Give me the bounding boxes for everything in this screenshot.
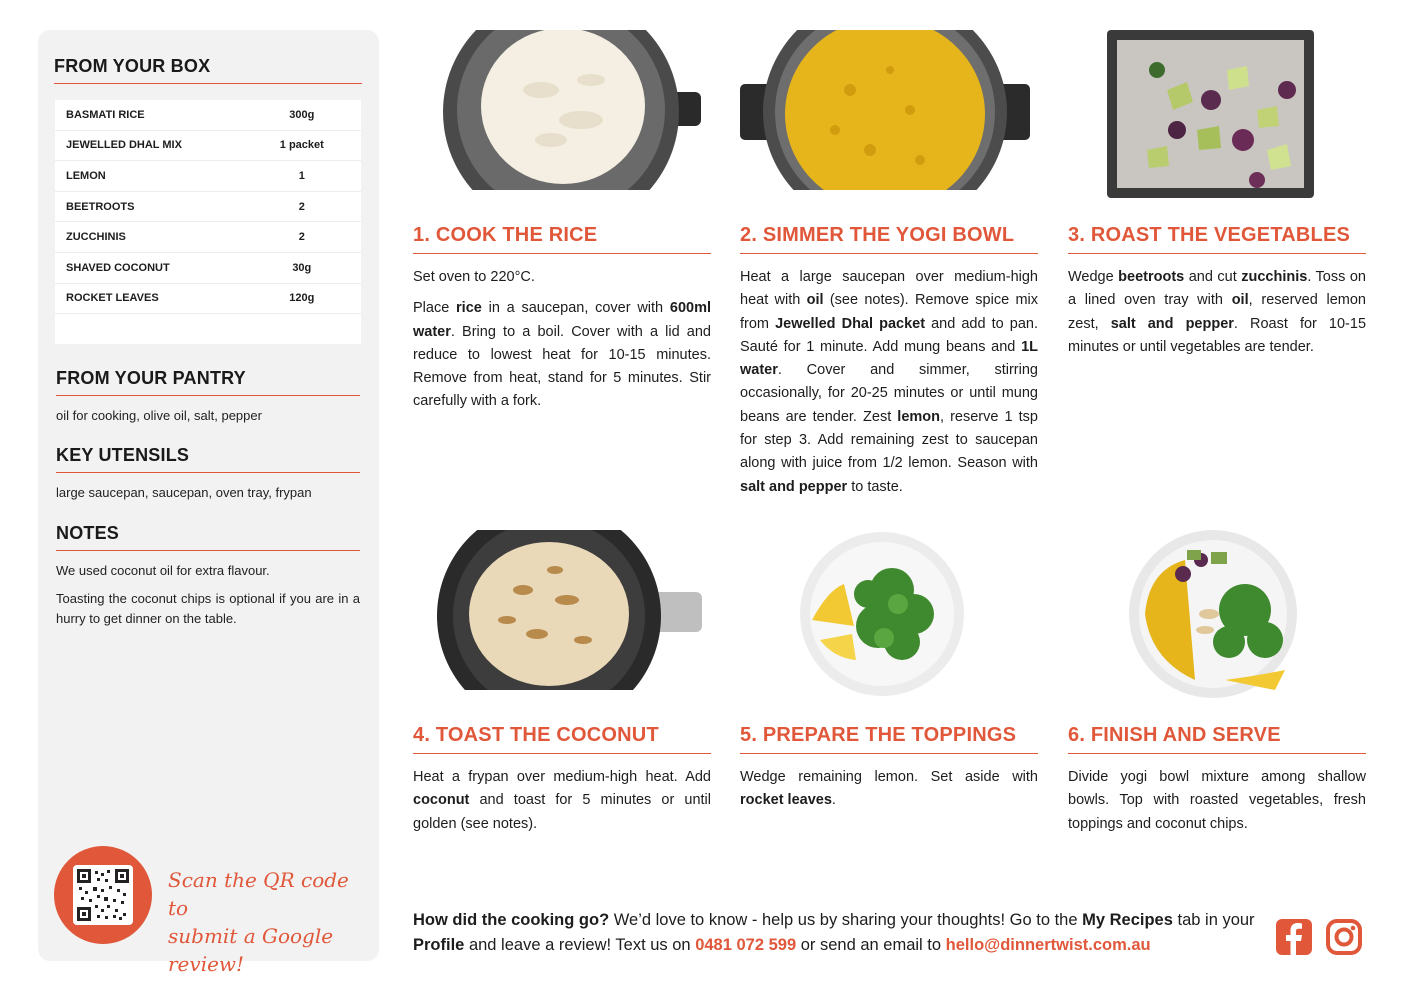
ingredient-name: BASMATI RICE	[66, 108, 145, 121]
roast-vegetables-image	[1107, 30, 1314, 198]
from-your-pantry-title: FROM YOUR PANTRY	[56, 368, 360, 396]
prepare-toppings-image	[798, 530, 965, 698]
utensils-text: large saucepan, saucepan, oven tray, frypan	[56, 485, 312, 500]
instagram-icon[interactable]	[1325, 918, 1363, 956]
ingredient-row	[55, 100, 361, 131]
step-5-title: 5. PREPARE THE TOPPINGS	[740, 724, 1038, 754]
step-paragraph: Wedge remaining lemon. Set aside with rocket leaves.	[740, 769, 1038, 809]
ingredient-row	[55, 253, 361, 284]
qr-badge	[54, 846, 152, 944]
ingredient-row	[55, 284, 361, 315]
ingredient-name: BEETROOTS	[66, 200, 135, 213]
step-6-title: 6. FINISH AND SERVE	[1068, 724, 1366, 754]
from-your-pantry-section	[56, 368, 360, 426]
review-footer-text: How did the cooking go? We’d love to know - help us by sharing your thoughts! Go to the My Recipes tab in your Profile and leave a review! Text us on 0481 072 599 or send an email to hello@dinnertwist.com.au	[413, 911, 1255, 954]
key-utensils-title: KEY UTENSILS	[56, 445, 360, 473]
ingredient-qty: 2	[298, 231, 305, 244]
step-2	[740, 224, 1038, 499]
qr-review-text	[168, 866, 368, 978]
cook-rice-image	[441, 30, 701, 198]
step-5-body	[740, 766, 1038, 813]
ingredient-qty: 30g	[292, 261, 312, 274]
qr-code[interactable]	[73, 865, 133, 925]
qr-code-icon	[77, 869, 129, 921]
step-6-body	[1068, 766, 1366, 836]
ingredient-qty: 1 packet	[279, 139, 324, 152]
step-paragraph: Set oven to 220°C.	[413, 269, 535, 285]
step-paragraph: Place rice in a saucepan, cover with 600ml water. Bring to a boil. Cover with a lid and reduce to lowest heat for 10-15 minutes. Remove from heat, stand for 5 minutes. Stir carefully with a fork.	[413, 300, 711, 410]
ingredient-name: ROCKET LEAVES	[66, 292, 159, 305]
ingredients-table	[55, 100, 361, 344]
note-2: Toasting the coconut chips is optional if you are in a hurry to get dinner on the table.	[56, 591, 360, 626]
step-3-title: 3. ROAST THE VEGETABLES	[1068, 224, 1366, 254]
qr-text-line-1: Scan the QR code to	[168, 868, 349, 920]
ingredient-row	[55, 222, 361, 253]
step-6	[1068, 724, 1366, 836]
facebook-icon[interactable]	[1275, 918, 1313, 956]
from-your-box-title: FROM YOUR BOX	[54, 56, 362, 84]
step-paragraph: Wedge beetroots and cut zucchinis. Toss on a lined oven tray with oil, reserved lemon zest, salt and pepper. Roast for 10-15 minutes or until vegetables are tender.	[1068, 269, 1367, 355]
step-paragraph: Heat a frypan over medium-high heat. Add coconut and toast for 5 minutes or until golden (see notes).	[413, 769, 711, 832]
step-2-title: 2. SIMMER THE YOGI BOWL	[740, 224, 1038, 254]
ingredient-qty: 120g	[289, 292, 315, 305]
step-3-body	[1068, 266, 1366, 359]
notes-title: NOTES	[56, 523, 360, 551]
ingredient-name: LEMON	[66, 169, 106, 182]
step-4-body	[413, 766, 711, 836]
toast-coconut-image	[437, 530, 702, 698]
step-4	[413, 724, 711, 836]
step-3	[1068, 224, 1366, 359]
step-paragraph: Divide yogi bowl mixture among shallow bowls. Top with roasted vegetables, fresh toppings and coconut chips.	[1068, 769, 1366, 832]
note-1: We used coconut oil for extra flavour.	[56, 563, 270, 578]
from-your-box-section	[54, 56, 362, 84]
step-4-title: 4. TOAST THE COCONUT	[413, 724, 711, 754]
ingredients-sidebar	[38, 30, 379, 976]
step-1	[413, 224, 711, 414]
ingredient-row	[55, 192, 361, 223]
ingredient-row	[55, 161, 361, 192]
pantry-text: oil for cooking, olive oil, salt, pepper	[56, 408, 262, 423]
step-1-body	[413, 266, 711, 414]
ingredient-qty: 1	[298, 169, 305, 182]
ingredient-name: SHAVED COCONUT	[66, 261, 170, 274]
step-paragraph: Heat a large saucepan over medium-high heat with oil (see notes). Remove spice mix from Jewelled Dhal packet and add to pan. Sauté for 1 minute. Add mung beans and 1L water. Cover and simmer, stirring occasionally, for 20-25 minutes or until mung beans are tender. Zest lemon, reserve 1 tsp for step 3. Add remaining zest to saucepan along with juice from 1/2 lemon. Season with salt and pepper to taste.	[740, 269, 1038, 495]
step-5	[740, 724, 1038, 813]
step-1-title: 1. COOK THE RICE	[413, 224, 711, 254]
ingredient-name: JEWELLED DHAL MIX	[66, 139, 182, 152]
finish-and-serve-image	[1125, 530, 1306, 698]
step-2-body	[740, 266, 1038, 499]
simmer-yogi-bowl-image	[740, 30, 1030, 198]
qr-text-line-2: submit a Google review!	[168, 924, 334, 976]
ingredient-row	[55, 131, 361, 162]
ingredient-name: ZUCCHINIS	[66, 231, 126, 244]
ingredient-qty: 2	[298, 200, 305, 213]
ingredient-qty: 300g	[289, 108, 315, 121]
notes-section	[56, 523, 360, 629]
key-utensils-section	[56, 445, 360, 503]
